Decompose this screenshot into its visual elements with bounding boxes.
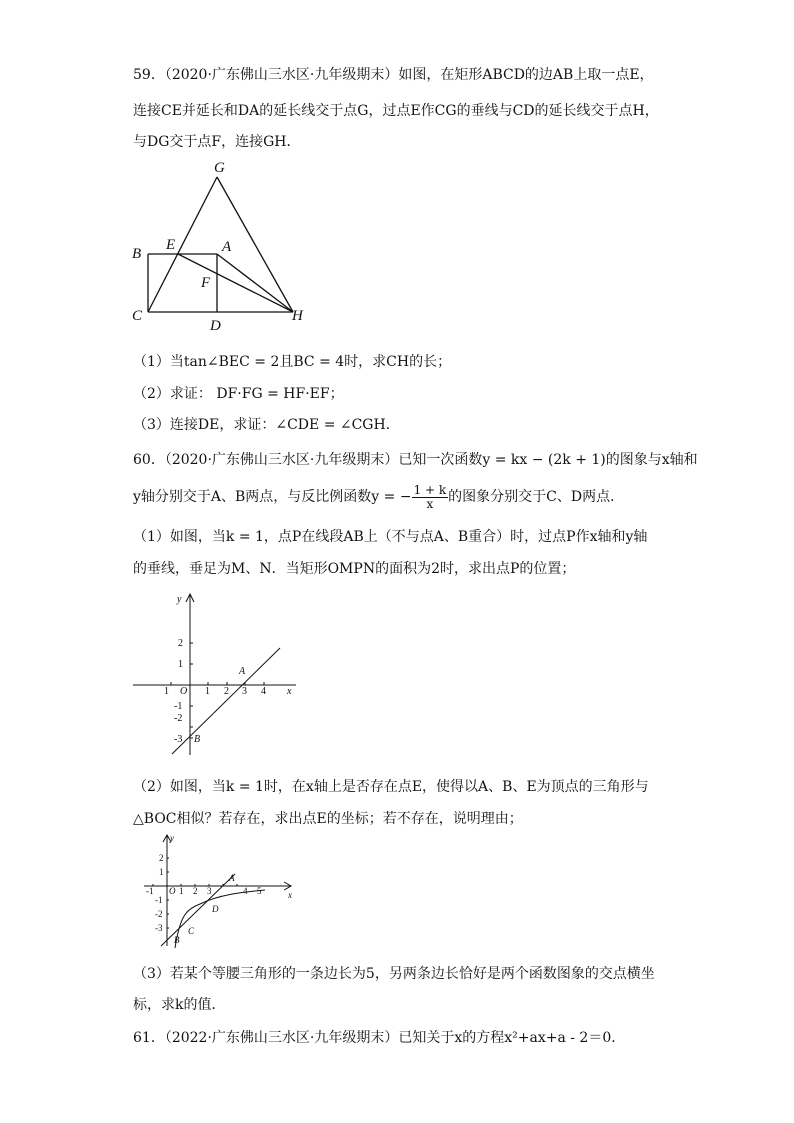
point-B-label: B: [174, 935, 180, 945]
origin-label: O: [169, 886, 176, 896]
x-tick: 5: [257, 886, 262, 896]
segment-EH: [178, 254, 293, 312]
x-tick: 2: [224, 686, 229, 697]
q60-graph-1: [128, 590, 308, 760]
label-G: G: [214, 160, 225, 176]
label-E: E: [166, 237, 176, 253]
y-axis-label: y: [177, 594, 182, 605]
point-A-label: A: [239, 666, 246, 677]
label-C: C: [132, 308, 143, 324]
label-H: H: [292, 308, 303, 324]
x-tick: 2: [193, 886, 198, 896]
label-F: F: [201, 275, 211, 291]
segment-CG: [148, 177, 217, 312]
q60-line6: △BOC相似？若存在，求出点E的坐标；若不存在，说明理由；: [133, 811, 523, 827]
fraction-denominator: x: [426, 496, 434, 511]
x-tick: 4: [261, 686, 266, 697]
y-tick: -3: [155, 923, 163, 933]
q60-line7: （3）若某个等腰三角形的一条边长为5，另两条边长恰好是两个函数图象的交点横坐: [133, 966, 655, 982]
origin-label: O: [180, 686, 188, 697]
x-tick: -1: [146, 886, 154, 896]
label-D: D: [210, 318, 221, 333]
y-tick: 2: [178, 638, 183, 649]
q59-sub1: （1）当tan∠BEC = 2且BC = 4时，求CH的长；: [133, 354, 452, 370]
y-tick: 1: [159, 867, 164, 877]
y-tick: -1: [155, 895, 163, 905]
y-axis-label: y: [170, 833, 174, 843]
x-tick: 3: [242, 686, 247, 697]
y-tick: 2: [159, 853, 164, 863]
q60-line1: 60．（2020·广东佛山三水区·九年级期末）已知一次函数y = kx − (2k + 1)的图象与x轴和: [133, 452, 698, 468]
q59-sub3: （3）连接DE，求证：∠CDE = ∠CGH．: [133, 417, 400, 433]
point-B-label: B: [194, 734, 201, 745]
q60-line3: （1）如图，当k = 1，点P在线段AB上（不与点A、B重合）时，过点P作x轴和y轴: [133, 529, 648, 545]
fraction: [412, 484, 449, 511]
q60-line8: 标，求k的值．: [133, 997, 226, 1013]
y-tick: -1: [174, 701, 183, 712]
x-axis-label: x: [288, 890, 292, 900]
q60-line2: [133, 480, 624, 514]
label-A: A: [222, 239, 232, 255]
q61-line1: 61．（2022·广东佛山三水区·九年级期末）已知关于x的方程x²+ax+a - 2＝0．: [133, 1030, 626, 1046]
q60-line5: （2）如图，当k = 1时，在x轴上是否存在点E，使得以A、B、E为顶点的三角形与: [133, 779, 649, 795]
q60-line4: 的垂线，垂足为M、N．当矩形OMPN的面积为2时，求出点P的位置；: [133, 561, 576, 577]
x-tick: 1: [205, 686, 210, 697]
y-tick: -3: [174, 734, 183, 745]
q59-geometry-figure: [128, 158, 318, 333]
q59-line1: 59．（2020·广东佛山三水区·九年级期末）如图，在矩形ABCD的边AB上取一点E，: [133, 67, 654, 83]
linear-function-line: [172, 648, 280, 754]
segment-AH: [217, 254, 293, 312]
q59-line3: 与DG交于点F，连接GH．: [133, 134, 301, 150]
q60-graph-2: [140, 832, 300, 952]
fraction-numerator: 1 + k: [413, 482, 447, 497]
y-tick: -2: [155, 909, 163, 919]
label-B: B: [132, 246, 142, 262]
x-tick: 1: [164, 686, 169, 697]
x-axis-label: x: [287, 686, 292, 697]
q59-sub2: （2）求证： DF·FG = HF·EF；: [133, 386, 344, 402]
y-tick: -2: [174, 713, 183, 724]
x-tick: 3: [207, 886, 212, 896]
linear-function-line: [161, 874, 235, 946]
y-tick: 1: [178, 659, 183, 670]
point-C-label: C: [188, 926, 195, 936]
q60-line2-end: 的图象分别交于C、D两点．: [448, 489, 625, 505]
x-tick: 4: [243, 886, 248, 896]
q60-line2-start: y轴分别交于A、B两点，与反比例函数y = −: [133, 489, 412, 505]
x-tick: 1: [179, 886, 184, 896]
point-D-label: D: [212, 904, 219, 914]
point-A-label: A: [229, 873, 235, 883]
q59-line2: 连接CE并延长和DA的延长线交于点G，过点E作CG的垂线与CD的延长线交于点H，: [133, 103, 659, 119]
